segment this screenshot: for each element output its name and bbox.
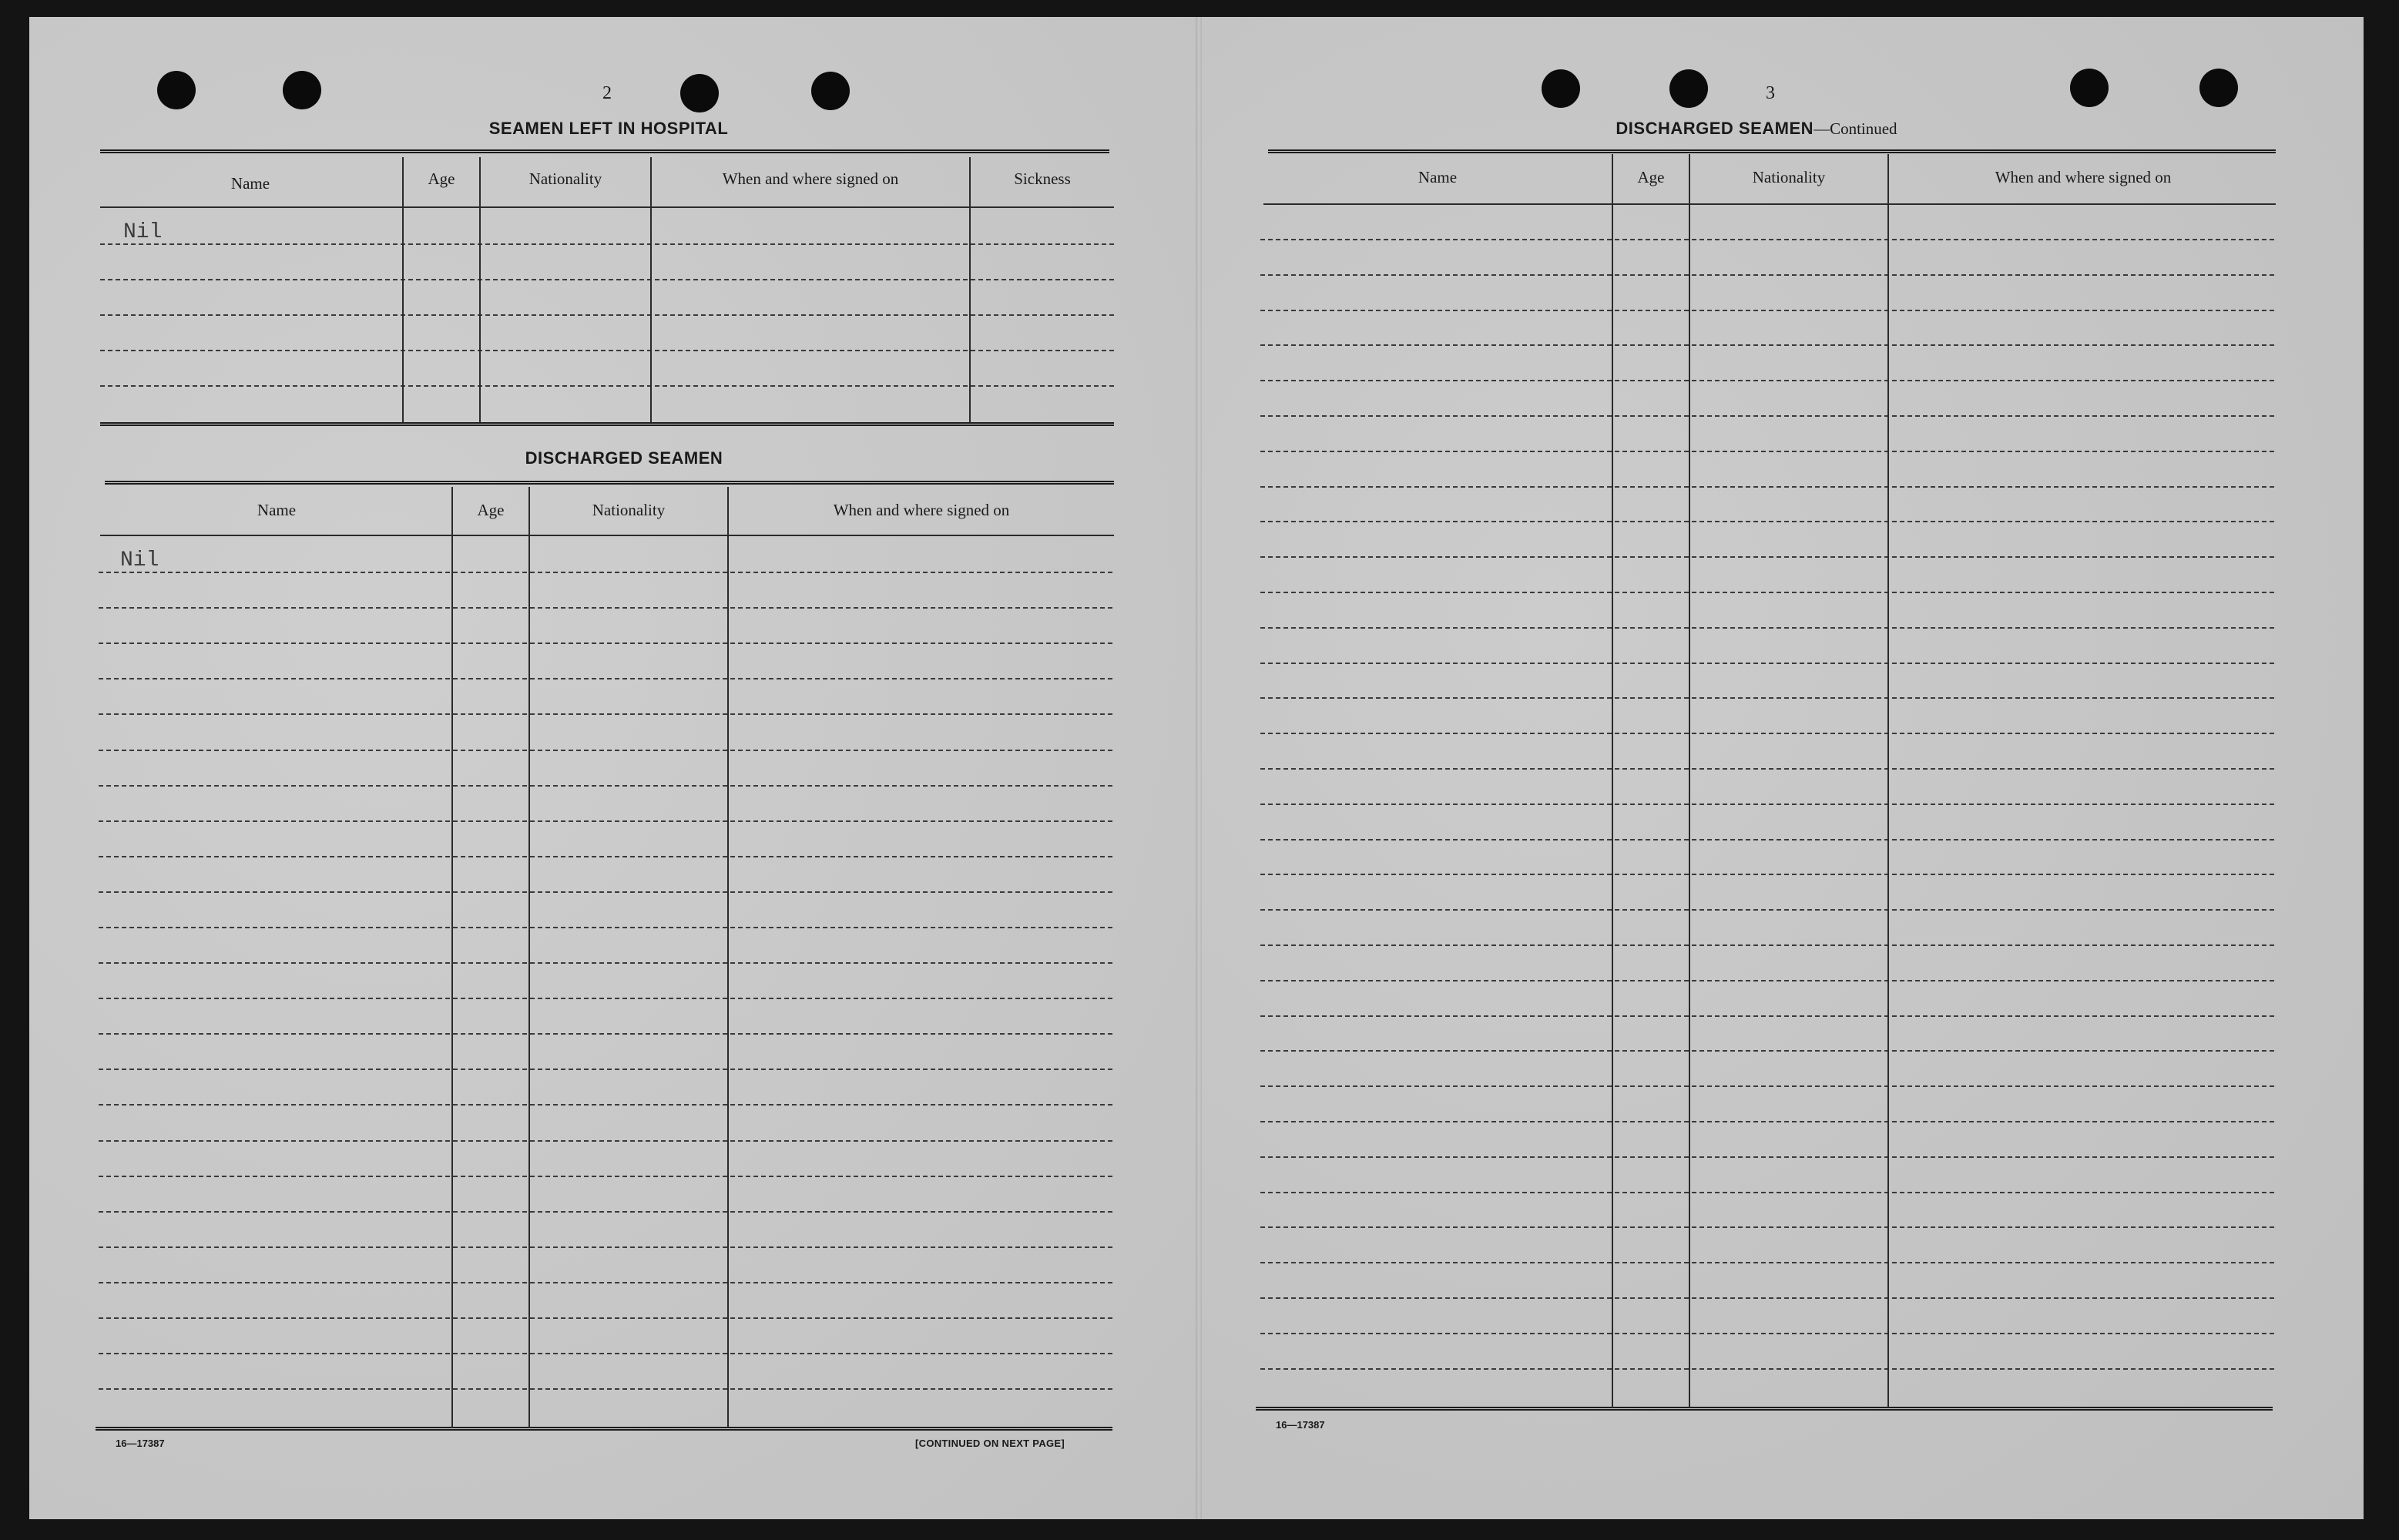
row-rule — [99, 820, 1112, 822]
hospital-section-title: SEAMEN LEFT IN HOSPITAL — [488, 119, 729, 138]
row-rule — [1260, 1226, 2274, 1228]
row-rule — [1260, 556, 2274, 558]
row-rule — [100, 350, 1114, 351]
discharged-col-when-where: When and where signed on — [833, 501, 1010, 519]
row-rule — [1260, 1368, 2274, 1370]
row-rule — [1260, 521, 2274, 522]
column-divider — [727, 487, 729, 1428]
row-rule — [1260, 592, 2274, 593]
table-bottom-rule — [96, 1427, 1112, 1431]
row-rule — [1260, 1050, 2274, 1052]
row-rule — [99, 1317, 1112, 1319]
right-section-title — [1525, 119, 1988, 139]
row-rule — [1260, 1262, 2274, 1263]
column-divider — [528, 487, 530, 1428]
row-rule — [1260, 980, 2274, 981]
row-rule — [1260, 380, 2274, 381]
row-rule — [99, 1176, 1112, 1177]
column-divider — [479, 157, 481, 422]
page-number-right: 3 — [1766, 83, 1775, 103]
table-header-rule — [100, 206, 1114, 208]
row-rule — [99, 607, 1112, 609]
row-rule — [99, 998, 1112, 999]
hospital-col-age: Age — [428, 169, 455, 188]
column-divider — [969, 157, 971, 422]
table-bottom-rule — [100, 422, 1114, 426]
punch-hole — [157, 71, 196, 109]
row-rule — [1260, 697, 2274, 699]
row-rule — [1260, 804, 2274, 805]
row-rule — [1260, 874, 2274, 875]
punch-hole — [1542, 69, 1580, 108]
row-rule — [99, 962, 1112, 964]
row-rule — [99, 713, 1112, 715]
row-rule — [1260, 310, 2274, 311]
row-rule — [99, 643, 1112, 644]
row-rule — [99, 1069, 1112, 1070]
hospital-row-name-cell: Nil — [123, 220, 163, 244]
row-rule — [1260, 486, 2274, 488]
discharged-col-name: Name — [257, 501, 297, 519]
right-col-name: Name — [1418, 168, 1458, 186]
row-rule — [1260, 1121, 2274, 1122]
row-rule — [99, 1353, 1112, 1354]
table-bottom-rule — [1256, 1407, 2273, 1411]
table-top-rule — [105, 481, 1114, 485]
hospital-col-sickness: Sickness — [1014, 169, 1071, 188]
row-rule — [99, 1282, 1112, 1283]
hospital-col-name: Name — [230, 174, 270, 193]
row-rule — [1260, 1015, 2274, 1017]
row-rule — [99, 1246, 1112, 1248]
row-rule — [1260, 839, 2274, 840]
row-rule — [99, 1211, 1112, 1213]
row-rule — [1260, 415, 2274, 417]
right-col-nationality: Nationality — [1752, 168, 1826, 186]
row-rule — [100, 243, 1114, 245]
punch-hole — [283, 71, 321, 109]
row-rule — [100, 314, 1114, 316]
column-divider — [1612, 154, 1613, 1408]
row-rule — [1260, 1192, 2274, 1193]
page-number-left: 2 — [602, 83, 612, 103]
hospital-col-nationality: Nationality — [528, 169, 602, 188]
row-rule — [100, 385, 1114, 387]
row-rule — [1260, 274, 2274, 276]
row-rule — [1260, 239, 2274, 240]
punch-hole — [680, 74, 719, 112]
column-divider — [402, 157, 404, 422]
table-header-rule — [100, 535, 1114, 536]
discharged-row-name-cell: Nil — [120, 549, 159, 572]
punch-hole — [2070, 69, 2109, 107]
row-rule — [1260, 1297, 2274, 1299]
right-col-when-where: When and where signed on — [1995, 168, 2172, 186]
row-rule — [1260, 1156, 2274, 1158]
continued-note: [CONTINUED ON NEXT PAGE] — [915, 1438, 1065, 1449]
form-code-left: 16—17387 — [116, 1438, 165, 1449]
row-rule — [1260, 733, 2274, 734]
row-rule — [99, 891, 1112, 893]
row-rule — [99, 572, 1112, 573]
row-rule — [1260, 1333, 2274, 1334]
right-section-title-suffix: —Continued — [1814, 119, 1897, 138]
column-divider — [650, 157, 652, 422]
row-rule — [99, 678, 1112, 679]
row-rule — [1260, 663, 2274, 664]
discharged-col-age: Age — [477, 501, 505, 519]
punch-hole — [811, 72, 850, 110]
row-rule — [1260, 451, 2274, 452]
row-rule — [99, 750, 1112, 751]
punch-hole — [2199, 69, 2238, 107]
row-rule — [99, 1388, 1112, 1390]
row-rule — [99, 1033, 1112, 1035]
column-divider — [451, 487, 453, 1428]
row-rule — [99, 1104, 1112, 1106]
row-rule — [1260, 627, 2274, 629]
column-divider — [1887, 154, 1889, 1408]
row-rule — [1260, 768, 2274, 770]
row-rule — [99, 785, 1112, 787]
table-top-rule — [1268, 149, 2276, 153]
column-divider — [1689, 154, 1690, 1408]
row-rule — [99, 1140, 1112, 1142]
table-header-rule — [1263, 203, 2276, 205]
discharged-section-title: DISCHARGED SEAMEN — [525, 448, 723, 468]
page-fold — [1196, 17, 1202, 1519]
punch-hole — [1669, 69, 1708, 108]
hospital-col-when-where: When and where signed on — [722, 169, 899, 188]
row-rule — [99, 856, 1112, 857]
right-section-title-main: DISCHARGED SEAMEN — [1616, 119, 1814, 138]
table-top-rule — [100, 149, 1109, 153]
row-rule — [100, 279, 1114, 280]
left-page — [29, 17, 1199, 1519]
form-code-right: 16—17387 — [1276, 1419, 1325, 1431]
row-rule — [1260, 909, 2274, 911]
right-col-age: Age — [1637, 168, 1665, 186]
row-rule — [1260, 1085, 2274, 1087]
row-rule — [99, 927, 1112, 928]
row-rule — [1260, 944, 2274, 946]
row-rule — [1260, 344, 2274, 346]
discharged-col-nationality: Nationality — [592, 501, 666, 519]
